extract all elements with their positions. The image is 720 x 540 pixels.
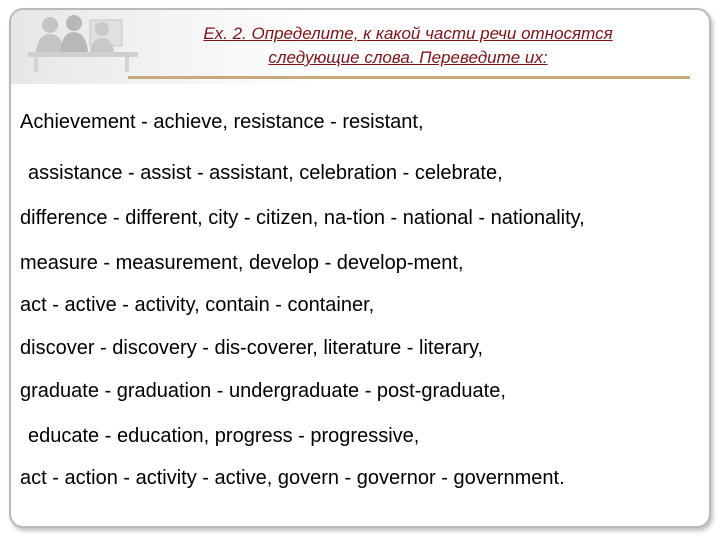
word-line: measure - measurement, develop - develop-ment, [20, 252, 464, 274]
word-line: graduate - graduation - undergraduate - post-graduate, [20, 380, 506, 402]
word-line: educate - education, progress - progressive, [28, 425, 420, 447]
word-line: difference - different, city - citizen, na-tion - national - nationality, [20, 207, 585, 229]
title-divider [128, 76, 690, 79]
word-line: act - action - activity - active, govern - governor - government. [20, 467, 565, 489]
word-line: discover - discovery - dis-coverer, literature - literary, [20, 337, 484, 359]
word-line: act - active - activity, contain - container, [20, 294, 375, 316]
word-line: assistance - assist - assistant, celebration - celebrate, [28, 162, 503, 184]
page-title [128, 22, 688, 70]
title-line-2: следующие слова. Переведите их: [268, 48, 548, 67]
word-line: Achievement - achieve, resistance - resistant, [20, 111, 424, 133]
people-silhouette-icon [20, 12, 140, 74]
title-line-1: Ex. 2. Определите, к какой части речи относятся [203, 24, 613, 43]
